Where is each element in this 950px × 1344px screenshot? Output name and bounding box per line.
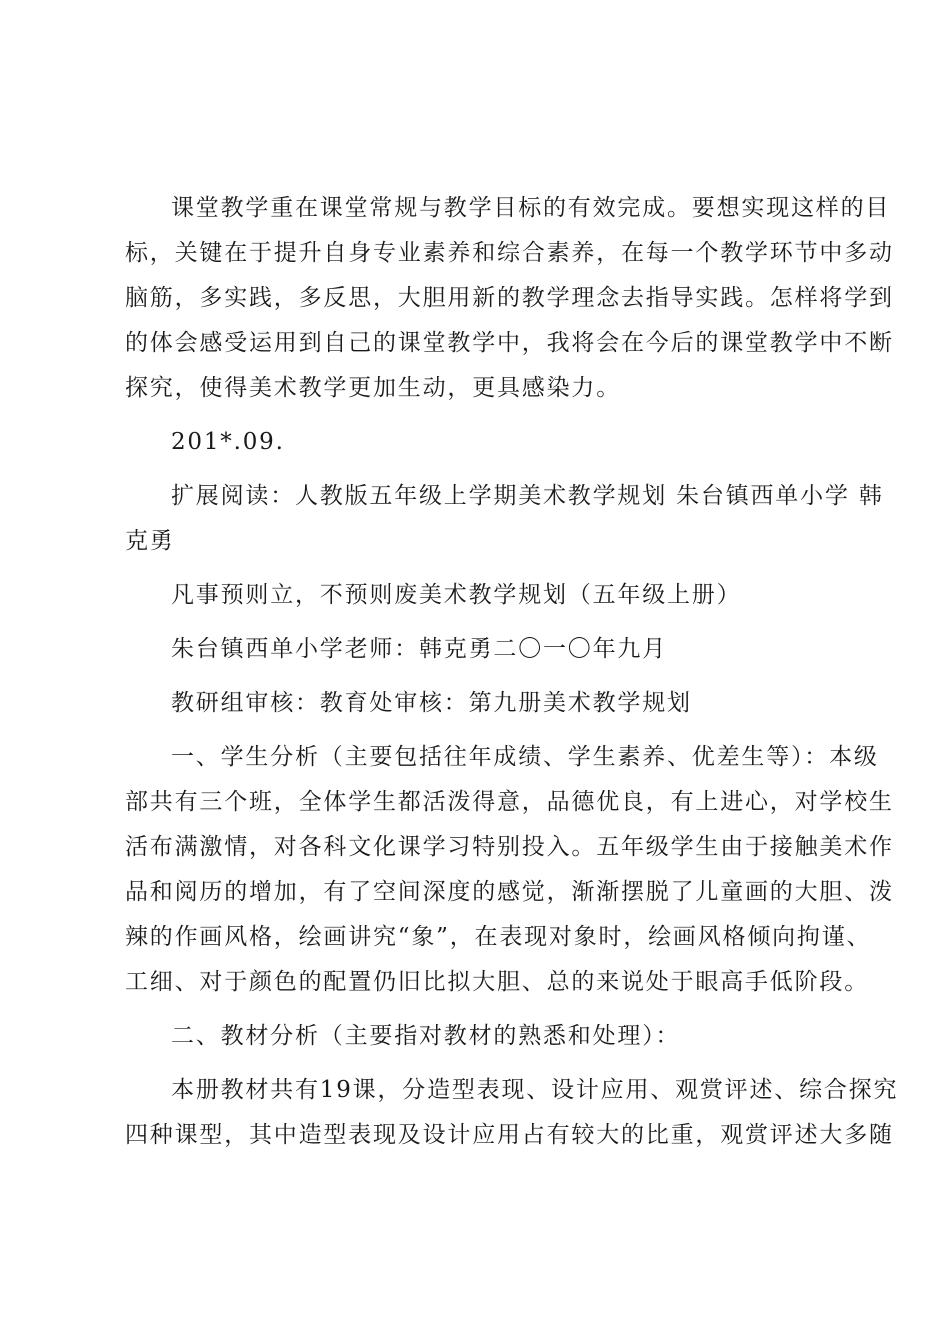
text-line: 活布满激情，对各科文化课学习特别投入。五年级学生由于接触美术作 <box>125 834 894 860</box>
paragraph-review <box>125 681 833 726</box>
text-line: 教研组审核：教育处审核：第九册美术教学规划 <box>171 690 692 716</box>
text-line: 扩展阅读：人教版五年级上学期美术教学规划 朱台镇西单小学 韩 <box>171 483 884 509</box>
date-line: 201*.09. <box>171 429 285 455</box>
paragraph-conclusion <box>125 186 894 411</box>
text-line: 课堂教学重在课堂常规与教学目标的有效完成。要想实现这样的目 <box>171 195 891 221</box>
text-line: 的体会感受运用到自己的课堂教学中，我将会在今后的课堂教学中不断 <box>125 330 894 356</box>
text-line: 品和阅历的增加，有了空间深度的感觉，渐渐摆脱了儿童画的大胆、泼 <box>125 879 894 905</box>
text-line: 脑筋，多实践，多反思，大胆用新的教学理念去指导实践。怎样将学到 <box>125 285 894 311</box>
text-line: 凡事预则立，不预则废美术教学规划（五年级上册） <box>171 582 742 608</box>
text-line: 工细、对于颜色的配置仍旧比拟大胆、总的来说处于眼高手低阶段。 <box>125 969 869 995</box>
section-heading: 二、教材分析（主要指对教材的熟悉和处理）： <box>171 1023 681 1049</box>
text-line: 克勇 <box>125 528 175 554</box>
paragraph-extended-reading <box>125 474 884 564</box>
paragraph-textbook-analysis <box>125 1068 899 1158</box>
text-line: 朱台镇西单小学老师：韩克勇二〇一〇年九月 <box>171 636 667 662</box>
text-line: 本册教材共有19课，分造型表现、设计应用、观赏评述、综合探究 <box>171 1077 899 1103</box>
paragraph-textbook-heading <box>125 1014 833 1059</box>
paragraph-date <box>125 420 833 465</box>
text-line: 部共有三个班，全体学生都活泼得意，品德优良，有上进心，对学校生 <box>125 789 894 815</box>
text-line: 一、学生分析（主要包括往年成绩、学生素养、优差生等）：本级 <box>171 744 879 770</box>
paragraph-student-analysis <box>125 735 894 1005</box>
text-line: 辣的作画风格，绘画讲究“象”，在表现对象时，绘画风格倾向拘谨、 <box>125 924 872 950</box>
text-line: 四种课型，其中造型表现及设计应用占有较大的比重，观赏评述大多随 <box>125 1122 894 1148</box>
paragraph-motto <box>125 573 833 618</box>
document-body <box>125 186 899 1158</box>
text-line: 标，关键在于提升自身专业素养和综合素养，在每一个教学环节中多动 <box>125 240 894 266</box>
paragraph-teacher <box>125 627 833 672</box>
text-line: 探究，使得美术教学更加生动，更具感染力。 <box>125 375 621 401</box>
